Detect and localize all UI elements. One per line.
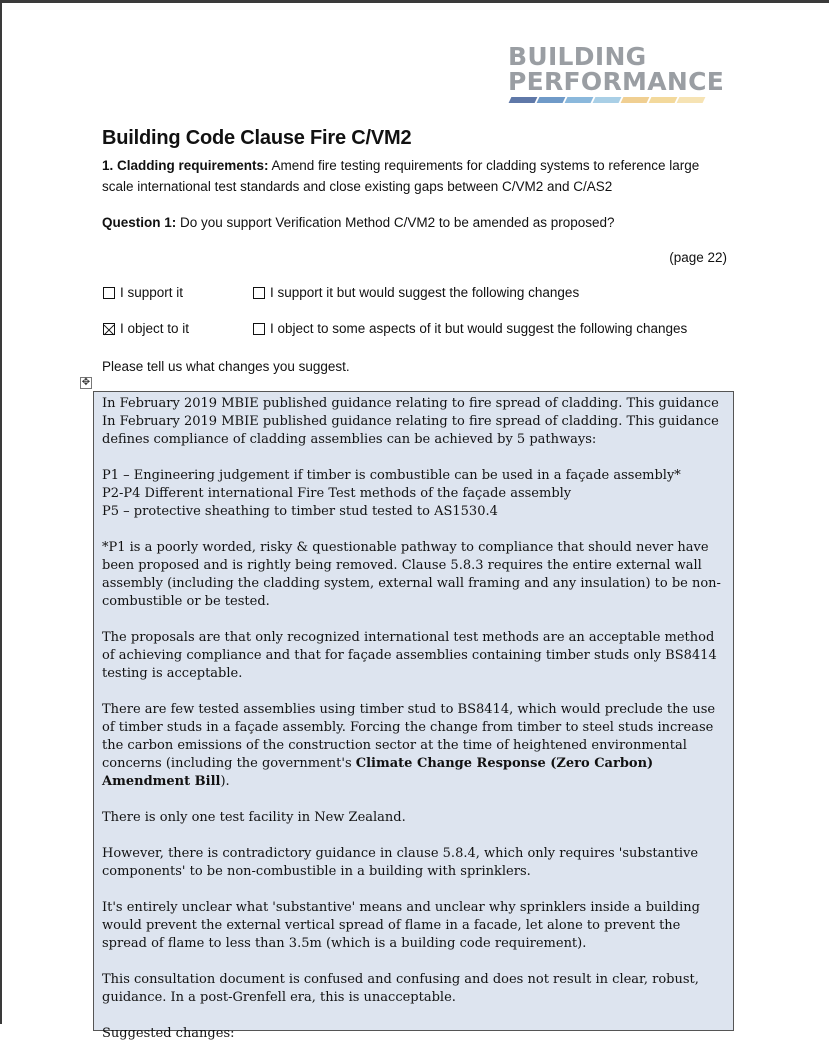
- response-paragraph: It's entirely unclear what 'substantive' means and unclear why sprinklers inside a building would prevent the external vertical spread of flame in a facade, let alone to prevent the spread of flame to less than 3.5m (which is a building code requirement).: [102, 900, 700, 951]
- response-paragraph: [102, 467, 725, 521]
- question-label: Question 1:: [102, 215, 177, 230]
- response-text: ).: [220, 774, 230, 789]
- response-paragraph: [102, 701, 725, 791]
- page-edge: [0, 0, 829, 3]
- response-text-box[interactable]: [93, 391, 734, 1041]
- building-performance-logo: [508, 42, 725, 108]
- logo-line-1: BUILDING: [508, 42, 647, 71]
- checkbox[interactable]: [253, 287, 265, 299]
- logo-color-bar: [510, 97, 708, 103]
- page-edge: [0, 0, 2, 1024]
- logo-bar-segment: [509, 97, 538, 103]
- logo-bar-segment: [649, 97, 678, 103]
- section-description: [102, 155, 727, 197]
- pathway-line: P5 – protective sheathing to timber stud tested to AS1530.4: [102, 504, 498, 519]
- table-move-handle-icon[interactable]: ✥: [81, 377, 91, 388]
- option-label: I object to some aspects of it but would suggest the following changes: [270, 321, 688, 336]
- logo-bar-segment: [621, 97, 650, 103]
- checkbox[interactable]: [253, 323, 265, 335]
- logo-bar-segment: [677, 97, 706, 103]
- logo-bar-segment: [593, 97, 622, 103]
- bill-name: Climate Change Response (Zero Carbon) Amendment Bill: [102, 756, 654, 789]
- response-paragraph: There is only one test facility in New Zealand.: [102, 810, 406, 825]
- logo-bar-segment: [537, 97, 566, 103]
- section-text: Amend fire testing requirements for cladding systems to reference large scale international test standards and close existing gaps between C/VM2 and C/AS2: [102, 158, 700, 194]
- response-paragraph: However, there is contradictory guidance in clause 5.8.4, which only requires 'substantive components' to be non-combustible in a building with sprinklers.: [102, 846, 699, 879]
- pathway-line: P1 – Engineering judgement if timber is combustible can be used in a façade assembly*: [102, 468, 681, 483]
- question-text: Do you support Verification Method C/VM2 to be amended as proposed?: [176, 215, 615, 230]
- response-paragraph: *P1 is a poorly worded, risky & questionable pathway to compliance that should never have been proposed and is rightly being removed. Clause 5.8.3 requires the entire external wall assembly (including the cladding system, external wall framing and any insulation) to be non-combustible or be tested.: [102, 540, 721, 609]
- response-paragraph: In February 2019 MBIE published guidance relating to fire spread of cladding. This guidance In February 2019 MBIE published guidance relating to fire spread of cladding. This guidance defines compliance of cladding assemblies can be achieved by 5 pathways:: [102, 396, 719, 447]
- checkbox[interactable]: [103, 323, 115, 335]
- option-label: I support it: [120, 285, 184, 300]
- option-label: I object to it: [120, 321, 190, 336]
- section-label: 1. Cladding requirements:: [102, 158, 269, 173]
- response-paragraph: This consultation document is confused and confusing and does not result in clear, robust, guidance. In a post-Grenfell era, this is unacceptable.: [102, 972, 699, 1005]
- response-paragraph: Suggested changes:: [102, 1026, 235, 1041]
- checkbox[interactable]: [103, 287, 115, 299]
- option-support[interactable]: [103, 285, 183, 300]
- response-text: There are few tested assemblies using timber stud to BS8414, which would preclude the use of timber studs in a façade assembly. Forcing the change from timber to steel studs increase the carbon emissions of the construction sector at the time of heightened environmental concerns (including the government's: [102, 702, 716, 771]
- response-paragraph: The proposals are that only recognized international test methods are an acceptable method of achieving compliance and that for façade assemblies containing timber studs only BS8414 testing is acceptable.: [102, 630, 717, 681]
- option-object[interactable]: [103, 321, 189, 336]
- logo-bar-segment: [565, 97, 594, 103]
- page-title: Building Code Clause Fire C/VM2: [102, 127, 412, 149]
- option-support-with-changes[interactable]: [253, 285, 579, 300]
- option-object-some-aspects[interactable]: [253, 321, 687, 336]
- logo-line-2: PERFORMANCE: [508, 67, 725, 96]
- question: [102, 212, 742, 233]
- option-label: I support it but would suggest the following changes: [270, 285, 580, 300]
- changes-prompt: Please tell us what changes you suggest.: [102, 359, 350, 374]
- pathway-line: P2-P4 Different international Fire Test methods of the façade assembly: [102, 486, 572, 501]
- page-reference: (page 22): [669, 250, 727, 265]
